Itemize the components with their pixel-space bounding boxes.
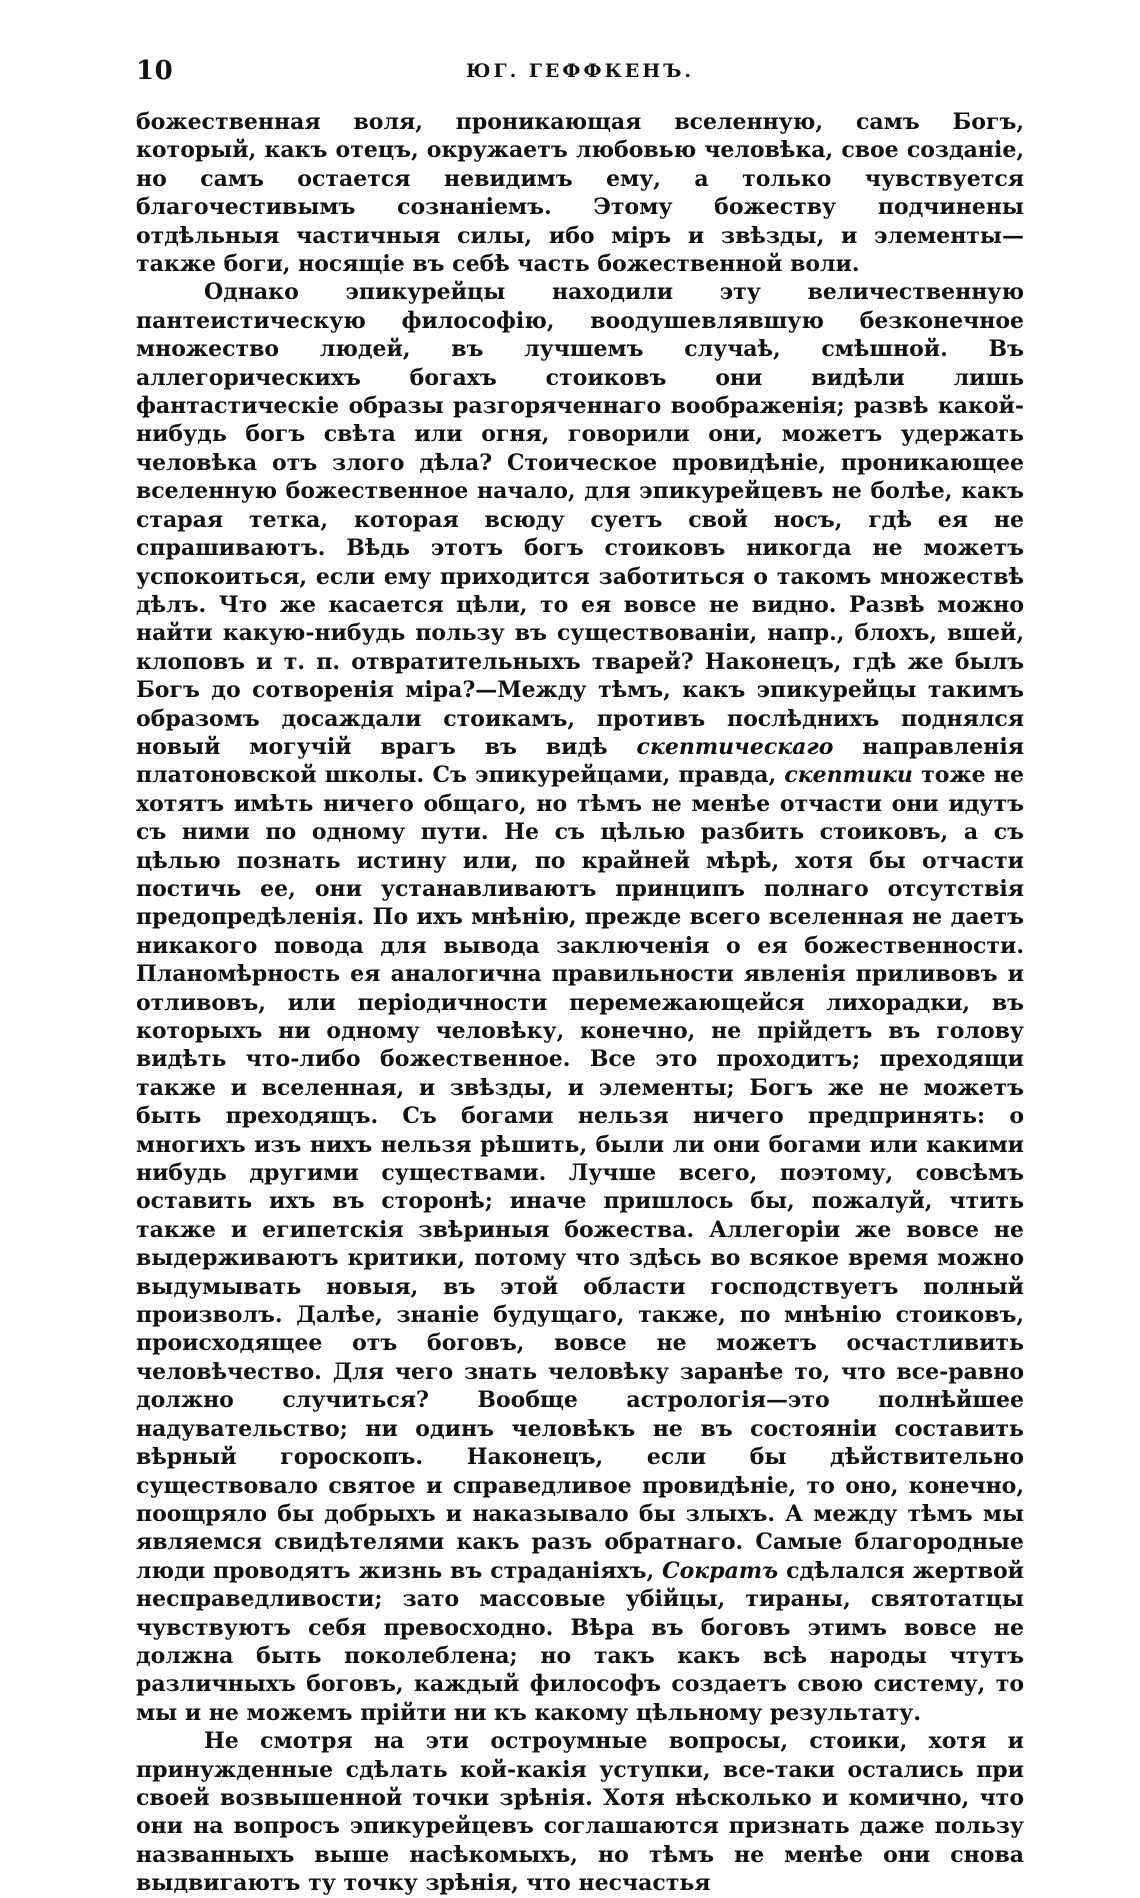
page-header [136, 56, 1024, 96]
text-segment: сдѣлался жертвой несправедливости; зато массовые убійцы, тираны, святотатцы чувствуютъ себя превосходно. Вѣра въ боговъ этимъ вовсе не должна быть поколеблена; но такъ какъ всѣ народы чтутъ различныхъ боговъ, каждый философъ создаетъ свою систему, то мы и не можемъ прійти ни къ какому цѣльному результату. [136, 1557, 1024, 1726]
running-head: ЮГ. ГЕФФКЕНЪ. [466, 60, 694, 82]
italic-term: скептики [784, 762, 913, 789]
text-segment: направленія платоновской школы. Съ эпикурейцами, правда, [136, 733, 1024, 789]
paragraph-2 [136, 278, 1024, 1727]
paragraph-1 [136, 108, 1024, 278]
body-text [136, 108, 1024, 1898]
page-number: 10 [136, 56, 174, 86]
paragraph-3 [136, 1727, 1024, 1897]
italic-term: скептическаго [636, 733, 834, 760]
text-segment: тоже не хотятъ имѣть ничего общаго, но тѣмъ не менѣе отчасти они идутъ съ ними по одному пути. Не съ цѣлью разбить стоиковъ, а съ цѣлью познать истину или, по крайней мѣрѣ, хотя бы отчасти постичь ее, они устанавливаютъ принципъ полнаго отсутствія предопредѣленія. По ихъ мнѣнію, прежде всего вселенная не даетъ никакого повода для вывода заключенія о ея божественности. Планомѣрность ея аналогична правильности явленія приливовъ и отливовъ, или періодичности перемежающейся лихорадки, въ которыхъ ни одному человѣку, конечно, не прійдетъ въ голову видѣть что-либо божественное. Все это проходитъ; преходящи также и вселенная, и звѣзды, и элементы; Богъ же не можетъ быть преходящъ. Съ богами нельзя ничего предпринять: о многихъ изъ нихъ нельзя рѣшить, были ли они богами или какими нибудь другими существами. Лучше всего, поэтому, совсѣмъ оставить ихъ въ сторонѣ; иначе пришлось бы, пожалуй, чтить также и египетскія звѣриныя божества. Аллегоріи же вовсе не выдерживаютъ критики, потому что здѣсь во всякое время можно выдумывать новыя, въ этой области господствуетъ полный произволъ. Далѣе, знаніе будущаго, также, по мнѣнію стоиковъ, происходящее отъ боговъ, вовсе не можетъ осчастливить человѣчество. Для чего знать человѣку заранѣе то, что все-равно должно случиться? Вообще астрологія—это полнѣйшее надувательство; ни одинъ человѣкъ не въ состояніи составить вѣрный гороскопъ. Наконецъ, если бы дѣйствительно существовало святое и справедливое провидѣніе, то оно, конечно, поощряло бы добрыхъ и наказывало бы злыхъ. А между тѣмъ мы являемся свидѣтелями какъ разъ обратнаго. Самые благородные люди проводятъ жизнь въ страданіяхъ, [136, 762, 1024, 1584]
text-segment: божественная воля, проникающая вселенную, самъ Богъ, который, какъ отецъ, окружаетъ любовью человѣка, свое созданіе, но самъ остается невидимъ ему, а только чувствуется благочестивымъ сознаніемъ. Этому божеству подчинены отдѣльныя частичныя силы, ибо міръ и звѣзды, и элементы—также боги, носящіе въ себѣ часть божественной воли. [136, 109, 1024, 278]
text-segment: Однако эпикурейцы находили эту величественную пантеистическую философію, воодушевлявшую безконечное множество людей, въ лучшемъ случаѣ, смѣшной. Въ аллегорическихъ богахъ стоиковъ они видѣли лишь фантастическіе образы разгоряченнаго воображенія; развѣ какой-нибудь богъ свѣта или огня, говорили они, можетъ удержать человѣка отъ злого дѣла? Стоическое провидѣніе, проникающее вселенную божественное начало, для эпикурейцевъ не болѣе, какъ старая тетка, которая всюду суетъ свой носъ, гдѣ ея не спрашиваютъ. Вѣдь этотъ богъ стоиковъ никогда не можетъ успокоиться, если ему приходится заботиться о такомъ множествѣ дѣлъ. Что же касается цѣли, то ея вовсе не видно. Развѣ можно найти какую-нибудь пользу въ существованіи, напр., блохъ, вшей, клоповъ и т. п. отвратительныхъ тварей? Наконецъ, гдѣ же былъ Богъ до сотворенія міра?—Между тѣмъ, какъ эпикурейцы такимъ образомъ досаждали стоикамъ, противъ послѣднихъ поднялся новый могучій врагъ въ видѣ [136, 279, 1024, 760]
text-segment: Не смотря на эти остроумные вопросы, стоики, хотя и принужденные сдѣлать кой-какія уступки, все-таки остались при своей возвышенной точки зрѣнія. Хотя нѣсколько и комично, что они на вопросъ эпикурейцевъ соглашаются признать даже пользу названныхъ выше насѣкомыхъ, но тѣмъ не менѣе они снова выдвигаютъ ту точку зрѣнія, что несчастья [136, 1728, 1024, 1897]
italic-name: Сократъ [662, 1557, 779, 1584]
